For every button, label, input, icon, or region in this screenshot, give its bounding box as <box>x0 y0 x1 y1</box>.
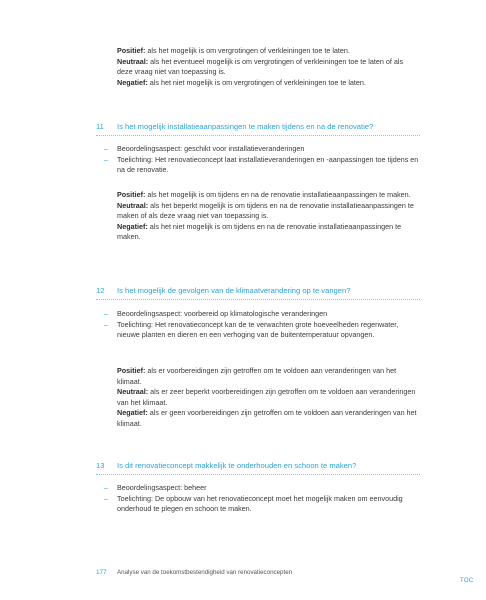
intro-ratings <box>117 46 417 88</box>
dash-icon: – <box>104 319 108 329</box>
rating-positive: Positief: als het mogelijk is om vergrotingen of verkleiningen toe te laten. <box>117 46 350 55</box>
question-12-number: 12 <box>96 286 105 295</box>
list-item: – Beoordelingsaspect: beheer <box>104 483 207 492</box>
rating-neutral: Neutraal: als het beperkt mogelijk is om tijdens en na de renovatie installatieaanpassingen te maken of als deze vraag niet van toepassing is. <box>117 200 414 221</box>
rating-neutral: Neutraal: als het eventueel mogelijk is om vergrotingen of verkleiningen toe te laten of als deze vraag niet van toepassing is. <box>117 56 404 77</box>
dash-icon: – <box>104 309 108 318</box>
page-number: 177 <box>96 569 107 576</box>
rating-negative: Negatief: als er geen voorbereidingen zijn getroffen om te voldoen aan veranderingen van het klimaat. <box>117 408 417 428</box>
list-item: – Toelichting: Het renovatieconcept kan de te verwachten grote hoeveelheden regenwater, nieuwe planten en dieren en een verhoging van de buitentemperatuur opvangen. <box>104 319 399 340</box>
rating-positive: Positief: als het mogelijk is om tijdens en na de renovatie installatieaanpassingen te maken. <box>117 190 411 199</box>
question-12-bullets <box>104 309 422 341</box>
list-item: – Beoordelingsaspect: geschikt voor installatieveranderingen <box>104 144 305 153</box>
list-item: – Beoordelingsaspect: voorbereid op klimatologische veranderingen <box>104 309 328 318</box>
dash-icon: – <box>104 493 108 503</box>
rating-neutral: Neutraal: als er zeer beperkt voorbereidingen zijn getroffen om te voldoen aan veranderingen van het klimaat. <box>117 387 416 407</box>
question-11-divider <box>96 135 420 136</box>
question-13-divider <box>96 474 420 475</box>
question-11-title: Is het mogelijk installatieaanpassingen te maken tijdens en na de renovatie? <box>117 122 374 131</box>
dash-icon: – <box>104 483 108 492</box>
rating-negative: Negatief: als het niet mogelijk is om vergrotingen of verkleiningen toe te laten. <box>117 77 366 87</box>
rating-positive: Positief: als er voorbereidingen zijn getroffen om te voldoen aan veranderingen van het klimaat. <box>117 366 397 386</box>
rating-negative: Negatief: als het niet mogelijk is om tijdens en na de renovatie installatieaanpassingen te maken. <box>117 221 402 242</box>
question-13-title: Is dit renovatieconcept makkelijk te onderhouden en schoon te maken? <box>117 461 357 470</box>
question-12-divider <box>96 299 420 300</box>
question-12-ratings <box>117 366 417 430</box>
dash-icon: – <box>104 144 108 153</box>
question-11-number: 11 <box>96 122 104 131</box>
list-item: – Toelichting: De opbouw van het renovatieconcept moet het mogelijk maken om eenvoudig onderhoud te plegen en schoon te maken. <box>104 493 403 514</box>
question-11-bullets <box>104 144 422 176</box>
question-12-title: Is het mogelijk de gevolgen van de klimaatverandering op te vangen? <box>117 286 351 295</box>
footer-title: Analyse van de toekomstbestendigheid van renovatieconcepten <box>117 569 293 576</box>
question-13-bullets <box>104 483 422 515</box>
question-11-ratings <box>117 190 417 243</box>
question-13-number: 13 <box>96 461 105 470</box>
list-item: – Toelichting: Het renovatieconcept laat installatieveranderingen en -aanpassingen toe tijdens en na de renovatie. <box>104 154 419 175</box>
dash-icon: – <box>104 154 108 164</box>
toc-link[interactable]: TOC <box>460 578 474 584</box>
